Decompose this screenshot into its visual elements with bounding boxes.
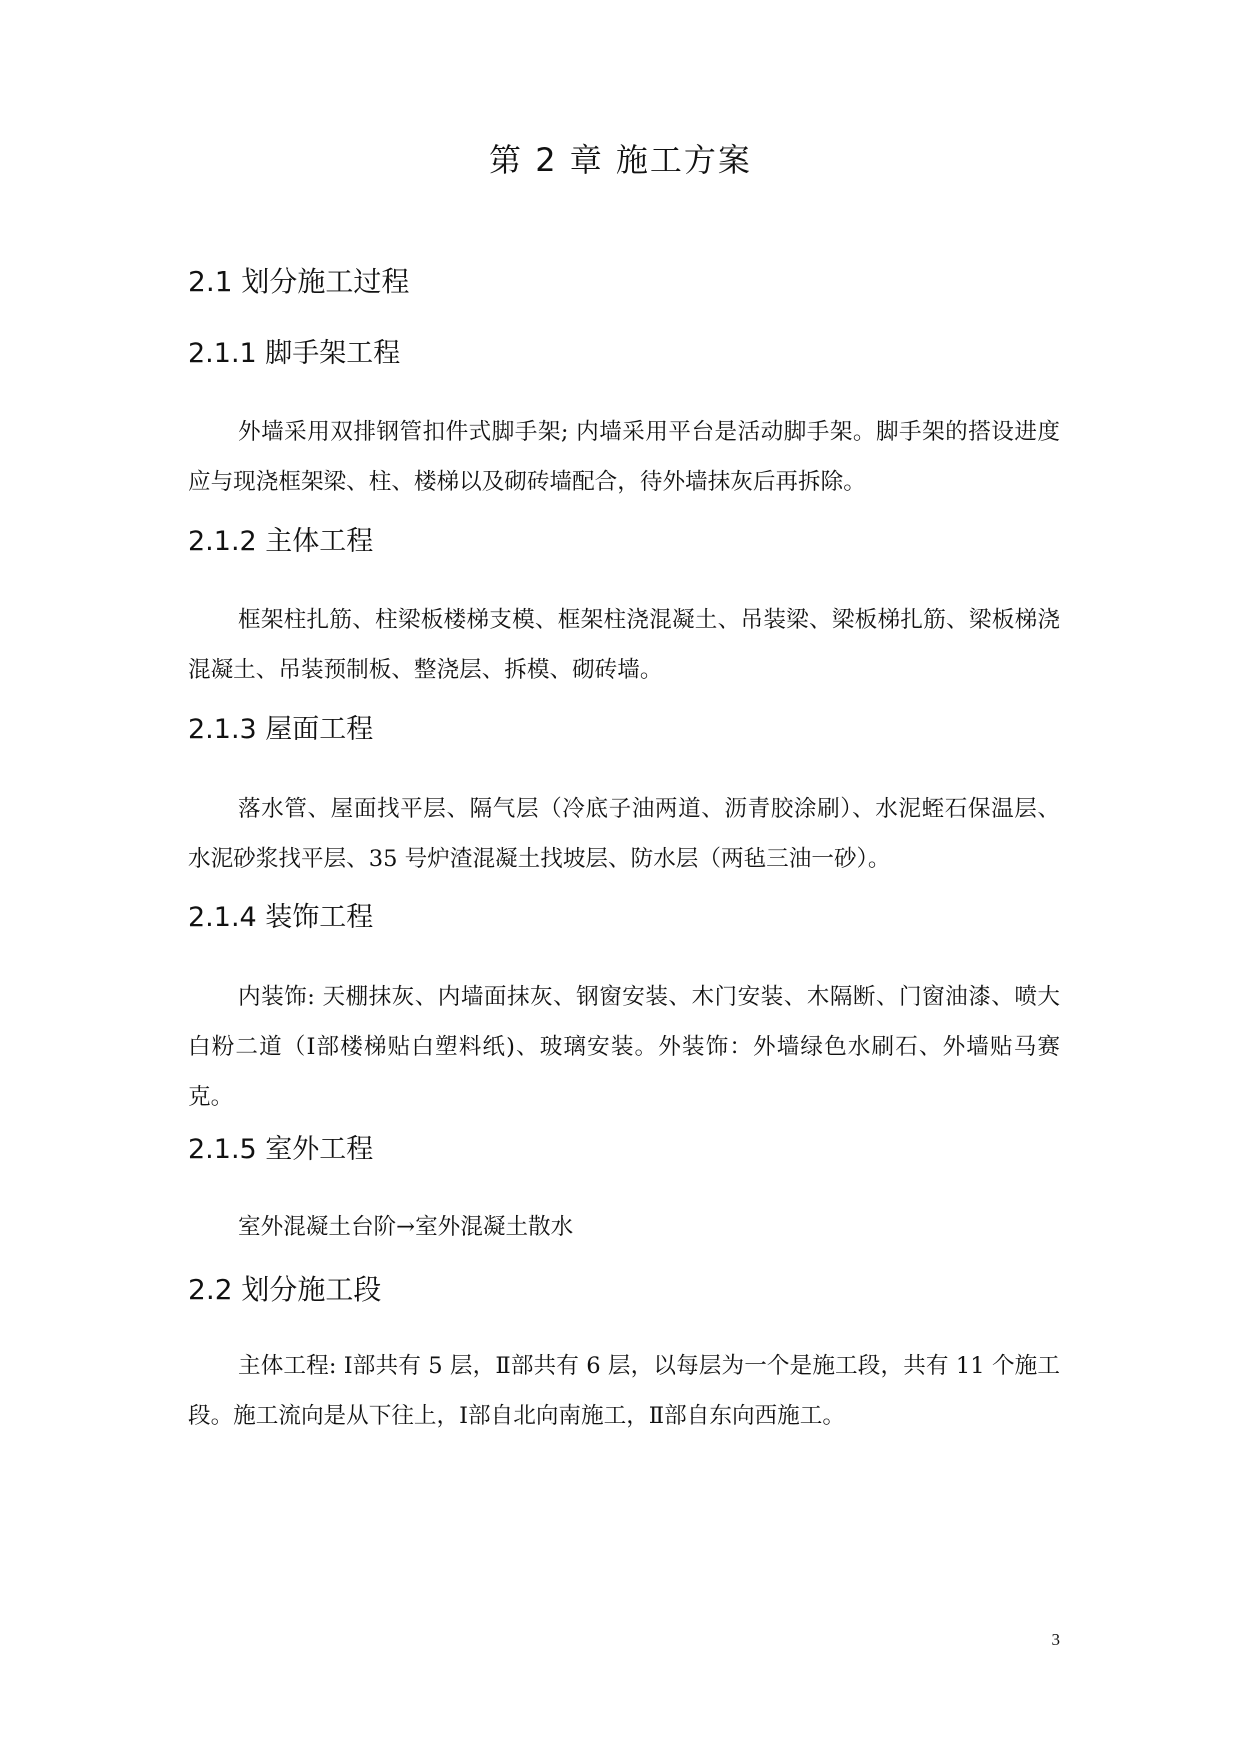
paragraph-construction-sections: 主体工程: Ⅰ部共有 5 层，Ⅱ部共有 6 层，以每层为一个是施工段，共有 11 个施工段。施工流向是从下往上，Ⅰ部自北向南施工，Ⅱ部自东向西施工。 xyxy=(188,1353,1060,1429)
subsection-heading-2-1-3: 2.1.3 屋面工程 xyxy=(188,714,374,745)
subsection-heading-2-1-1: 2.1.1 脚手架工程 xyxy=(188,338,401,369)
section-heading-2-2: 2.2 划分施工段 xyxy=(188,1273,382,1306)
subsection-heading-2-1-4: 2.1.4 装饰工程 xyxy=(188,902,374,933)
subsection-heading-2-1-5: 2.1.5 室外工程 xyxy=(188,1134,374,1165)
paragraph-main-structure: 框架柱扎筋、柱梁板楼梯支模、框架柱浇混凝土、吊装梁、梁板梯扎筋、梁板梯浇混凝土、吊装预制板、整浇层、拆模、砌砖墙。 xyxy=(188,607,1060,683)
section-heading-2-1: 2.1 划分施工过程 xyxy=(188,265,410,298)
paragraph-scaffolding: 外墙采用双排钢管扣件式脚手架; 内墙采用平台是活动脚手架。脚手架的搭设进度应与现浇框架梁、柱、楼梯以及砌砖墙配合，待外墙抹灰后再拆除。 xyxy=(188,419,1060,495)
paragraph-roofing: 落水管、屋面找平层、隔气层（冷底子油两道、沥青胶涂刷）、水泥蛭石保温层、水泥砂浆找平层、35 号炉渣混凝土找坡层、防水层（两毡三油一砂）。 xyxy=(188,796,1060,872)
chapter-title: 第 2 章 施工方案 xyxy=(489,141,752,179)
paragraph-outdoor: 室外混凝土台阶→室外混凝土散水 xyxy=(238,1214,574,1240)
paragraph-decoration: 内装饰: 天棚抹灰、内墙面抹灰、钢窗安装、木门安装、木隔断、门窗油漆、喷大白粉二道（Ⅰ部楼梯贴白塑料纸)、玻璃安装。外装饰：外墙绿色水刷石、外墙贴马赛克。 xyxy=(188,984,1060,1110)
page-number: 3 xyxy=(1051,1630,1060,1649)
subsection-heading-2-1-2: 2.1.2 主体工程 xyxy=(188,526,374,557)
